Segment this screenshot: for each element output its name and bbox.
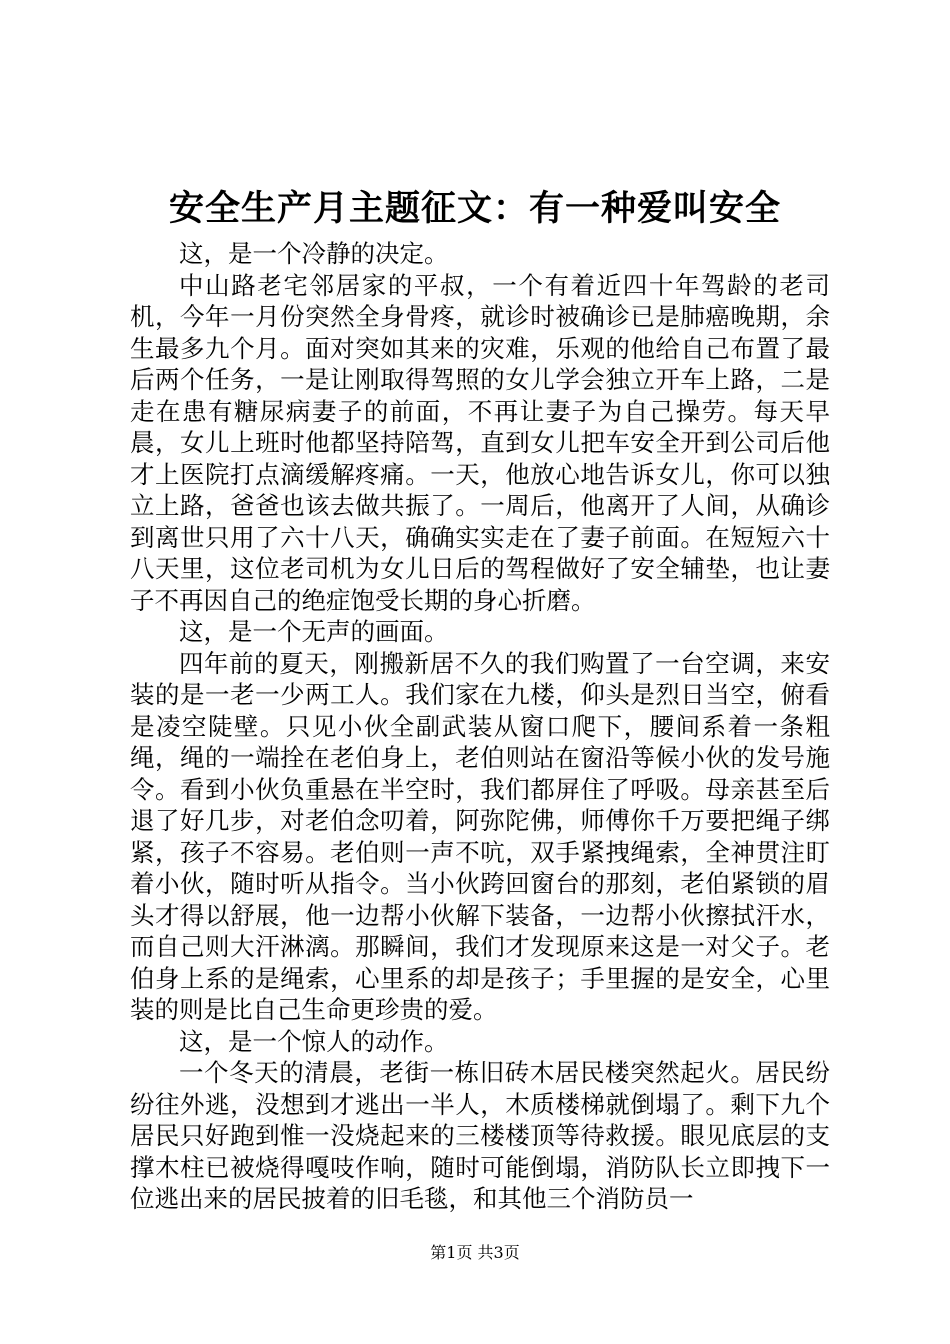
page-number-footer: 第1页 共3页 [430,1243,520,1262]
paragraph: 一个冬天的清晨，老街一栋旧砖木居民楼突然起火。居民纷纷往外逃，没想到才逃出一半人，木质楼梯就倒塌了。剩下九个居民只好跑到惟一没烧起来的三楼楼顶等待救援。眼见底层的支撑木柱已被烧得嘎吱作响，随时可能倒塌，消防队长立即拽下一位逃出来的居民披着的旧毛毯，和其他三个消防员一 [130,1058,830,1213]
paragraph: 这，是一个无声的画面。 [179,617,449,646]
document-title: 安全生产月主题征文：有一种爱叫安全 [168,188,781,229]
paragraph: 这，是一个惊人的动作。 [179,1026,449,1056]
document-body [130,238,830,1215]
paragraph: 四年前的夏天，刚搬新居不久的我们购置了一台空调，来安装的是一老一少两工人。我们家在九楼，仰头是烈日当空，俯看是凌空陡壁。只见小伙全副武装从窗口爬下，腰间系着一条粗绳，绳的一端拴在老伯身上，老伯则站在窗沿等候小伙的发号施令。看到小伙负重悬在半空时，我们都屏住了呼吸。母亲甚至后退了好几步，对老伯念叨着，阿弥陀佛，师傅你千万要把绳子绑紧，孩子不容易。老伯则一声不吭，双手紧拽绳索，全神贯注盯着小伙，随时听从指令。当小伙跨回窗台的那刻，老伯紧锁的眉头才得以舒展，他一边帮小伙解下装备，一边帮小伙擦拭汗水，而自己则大汗淋漓。那瞬间，我们才发现原来这是一对父子。老伯身上系的是绳索，心里系的却是孩子；手里握的是安全，心里装的则是比自己生命更珍贵的爱。 [130,648,830,1024]
paragraph: 这，是一个冷静的决定。 [179,239,449,268]
paragraph: 中山路老宅邻居家的平叔，一个有着近四十年驾龄的老司机，今年一月份突然全身骨疼，就诊时被确诊已是肺癌晚期，余生最多九个月。面对突如其来的灾难，乐观的他给自己布置了最后两个任务，一是让刚取得驾照的女儿学会独立开车上路，二是走在患有糖尿病妻子的前面，不再让妻子为自己操劳。每天早晨，女儿上班时他都坚持陪驾，直到女儿把车安全开到公司后他才上医院打点滴缓解疼痛。一天，他放心地告诉女儿，你可以独立上路，爸爸也该去做共振了。一周后，他离开了人间，从确诊到离世只用了六十八天，确确实实走在了妻子前面。在短短六十八天里，这位老司机为女儿日后的驾程做好了安全辅垫，也让妻子不再因自己的绝症饱受长期的身心折磨。 [130,270,830,615]
